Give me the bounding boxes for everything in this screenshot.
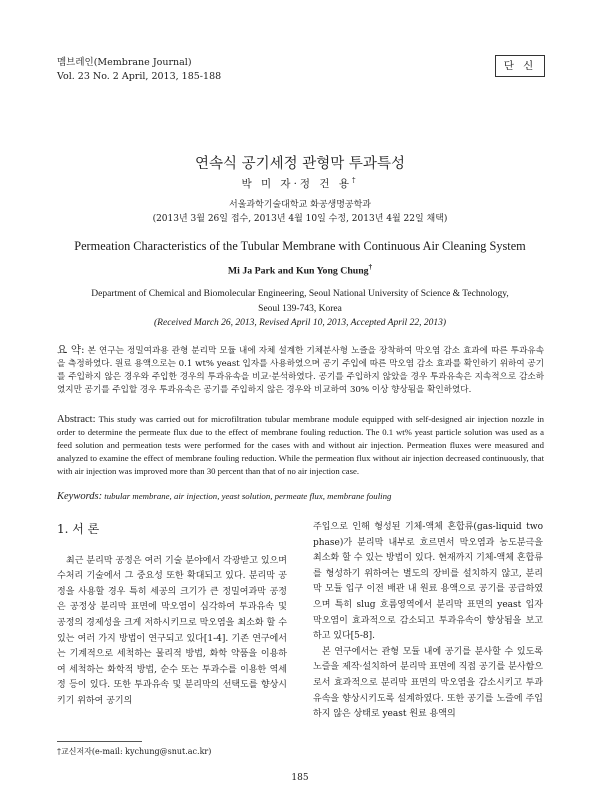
section-heading: 1. 서 론 [57, 522, 100, 536]
english-title: Permeation Characteristics of the Tubular Membrane with Continuous Air Cleaning System [74, 239, 526, 253]
korean-abstract-label: 요 약: [57, 344, 85, 356]
intro-paragraph-1-continued: 주입으로 인해 형성된 기체-액체 혼합류(gas-liquid two phase)가 분리막 내부로 흐르면서 막오염과 농도분극을 최소화 할 수 있는 방법이 있다. 현재까지 기체-액체 혼합류를 형성하기 위하여는 별도의 장비를 설치하지 않고, 분리막 모듈 입구 이전 배관 내 원료 용액으로 공기를 공급하였으며 특히 slug 흐름영역에서 분리막 표면의 yeast 입자 막오염이 효과적으로 감소되고 투과유속이 향상됨을 보고하고 있다[5-8]. [313, 522, 543, 642]
intro-paragraph-2: 본 연구에서는 관형 모듈 내에 공기를 분사할 수 있도록 노즐을 제작·설치하여 분리막 표면에 직접 공기를 분사함으로서 효과적으로 분리막 표면의 막오염을 감소시키고 투과유속을 향상시키도록 설계하였다. 또한 공기를 노즐에 주입하지 않은 상태로 yeast 원료 용액의 [313, 646, 543, 720]
korean-affiliation: 서울과학기술대학교 화공생명공학과 [229, 200, 371, 210]
korean-authors [40, 176, 560, 191]
journal-volume: Vol. 23 No. 2 April, 2013, 185-188 [57, 71, 222, 82]
english-author-names: Mi Ja Park and Kun Yong Chung [227, 265, 369, 277]
english-affiliation-line1: Department of Chemical and Biomolecular Engineering, Seoul National University of Science & Technology, [91, 289, 509, 299]
english-affiliation-line2: Seoul 139-743, Korea [258, 304, 342, 314]
korean-dates: (2013년 3월 26일 접수, 2013년 4월 10일 수정, 2013년 4월 22일 채택) [152, 214, 448, 224]
english-abstract-text: This study was carried out for microfiltration tubular membrane module equipped with self-designed air injection nozzle in order to determine the permeate flux due to the effect of membrane fouling reduction. The 0.1 wt% yeast particle solution was used as a feed solution and permeation tests were performed for the cases with and without air injection. Permeation fluxes were measured and analyzed to examine the effect of membrane fouling reduction. While the permeation flux without air injection decreased continuously, that with air injection was improved more than 30 percent than that of no air injection case. [57, 414, 544, 476]
english-abstract [57, 413, 544, 478]
article-type-badge: 단 신 [495, 55, 545, 77]
page-number: 185 [291, 773, 309, 783]
english-authors [40, 263, 560, 276]
intro-paragraph-1: 최근 분리막 공정은 여러 기술 분야에서 각광받고 있으며 수처리 기술에서 그 중요성 또한 확대되고 있다. 분리막 공정을 사용할 경우 특히 세공의 크기가 큰 정밀여과막 공정은 공정상 분리막 표면에 막오염이 심각하여 투과유속 및 공정의 경제성을 크게 저하시키므로 막오염을 최소화 할 수 있는 여러 가지 방법이 연구되고 있다[1-4]. 기존 연구에서는 기계적으로 세척하는 물리적 방법, 화학 약품을 이용하여 세척하는 화학적 방법, 순수 또는 투과수를 이용한 역세정 등이 있다. 또한 투과유속 및 분리막의 선택도를 향상시키기 위하여 공기의 [57, 555, 287, 706]
corresponding-mark: † [352, 176, 359, 185]
korean-abstract [57, 344, 544, 397]
korean-title: 연속식 공기세정 관형막 투과특성 [195, 156, 405, 172]
left-column [57, 520, 287, 710]
corresponding-mark-en: † [368, 263, 373, 271]
english-dates: (Received March 26, 2013, Revised April 10, 2013, Accepted April 22, 2013) [154, 318, 446, 328]
keywords-label: Keywords: [57, 491, 103, 502]
english-affiliation [40, 287, 560, 317]
english-abstract-label: Abstract: [57, 414, 96, 425]
keywords [57, 491, 544, 502]
korean-abstract-text: 본 연구는 정밀여과용 관형 분리막 모듈 내에 자체 설계한 기체분사형 노즐을 장착하여 막오염 감소 효과에 따른 투과유속을 측정하였다. 원료 용액으로는 0.1 wt% yeast 입자를 사용하였으며 공기 주입에 따른 막오염 감소 효과를 확인하기 위하여 공기를 주입하지 않은 경우와 주입한 경우의 투과유속을 비교·분석하였다. 공기를 주입하지 않았을 경우 투과유속은 지속적으로 감소하였지만 공기를 주입할 경우 투과유속은 공기를 주입하지 않은 경우와 비교하여 30% 이상 향상됨을 확인하였다. [57, 346, 544, 395]
footnote-divider [57, 741, 142, 742]
journal-info [57, 56, 221, 84]
keywords-text: tubular membrane, air injection, yeast solution, permeate flux, membrane fouling [102, 491, 392, 501]
right-column [313, 520, 543, 723]
journal-name: 멤브레인(Membrane Journal) [57, 57, 192, 68]
korean-author-names: 박 미 자·정 건 용 [241, 178, 353, 190]
footnote: †교신저자(e-mail: kychung@snut.ac.kr) [57, 747, 212, 756]
